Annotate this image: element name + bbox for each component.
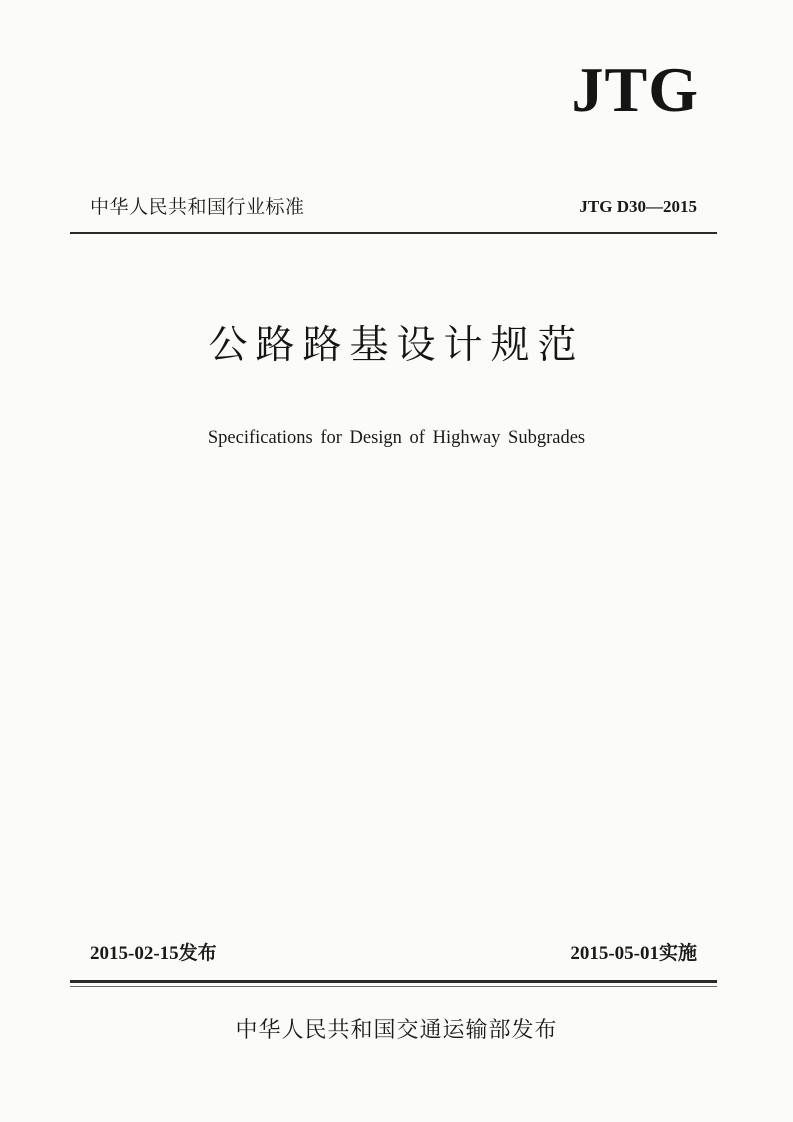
bottom-divider-thin	[70, 986, 717, 987]
top-divider	[70, 232, 717, 234]
issue-date: 2015-02-15发布	[90, 943, 217, 964]
bottom-divider	[70, 980, 717, 983]
jtg-logo: JTG	[571, 54, 699, 125]
publisher: 中华人民共和国交通运输部发布	[235, 1018, 558, 1043]
standard-category: 中华人民共和国行业标准	[90, 196, 305, 218]
standard-code: JTG D30—2015	[579, 197, 697, 216]
title-english: Specifications for Design of Highway Subgrades	[207, 428, 586, 448]
header-row	[90, 193, 697, 223]
title-chinese: 公路路基设计规范	[208, 323, 585, 368]
effective-date: 2015-05-01实施	[570, 943, 697, 964]
date-row	[90, 940, 697, 970]
